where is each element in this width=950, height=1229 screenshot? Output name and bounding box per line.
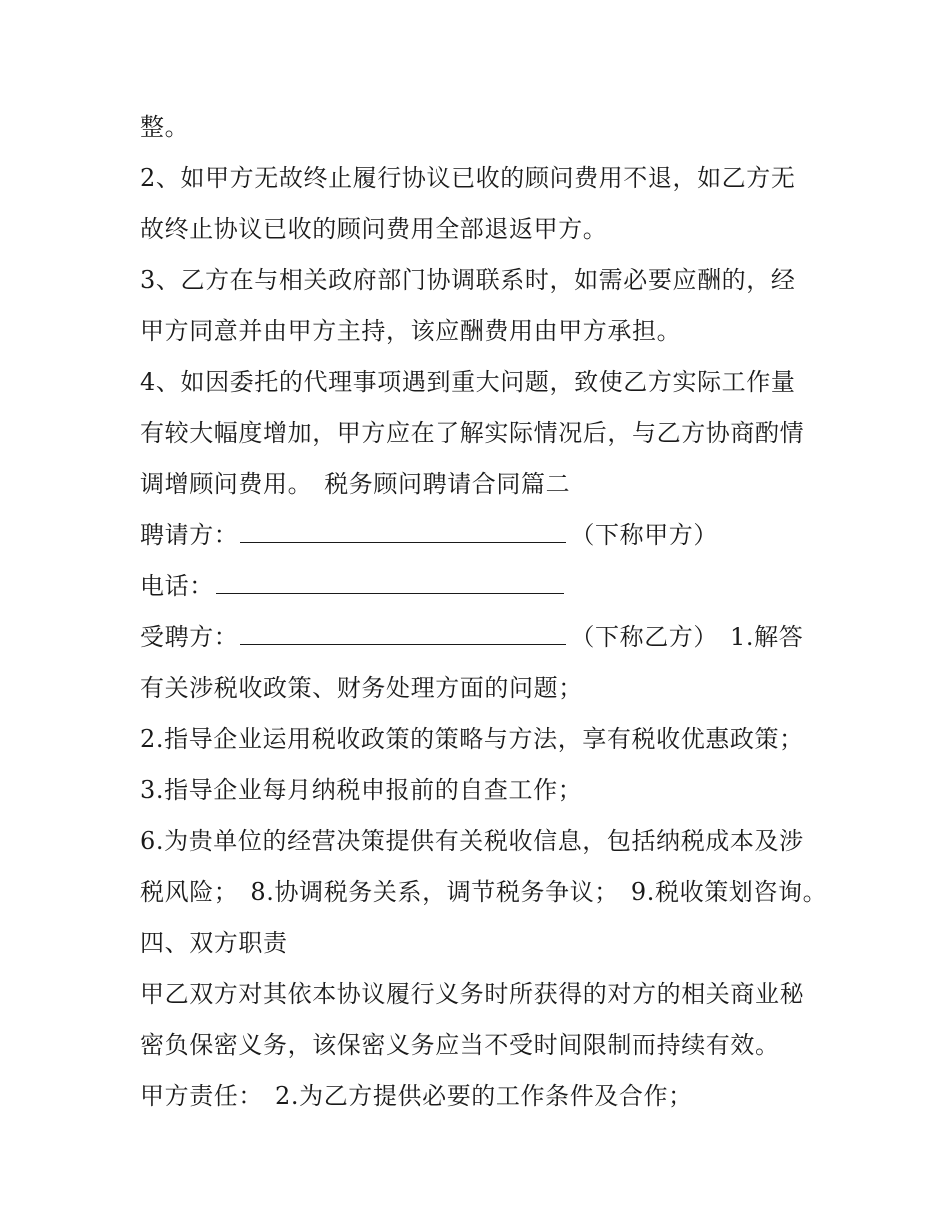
employer-label: 聘请方：	[140, 521, 239, 549]
paragraph-line: 整。	[140, 113, 190, 141]
employee-label: 受聘方：	[140, 623, 239, 651]
section-heading: 四、双方职责	[140, 929, 288, 957]
paragraph-line: 6.为贵单位的经营决策提供有关税收信息，包括纳税成本及涉	[140, 827, 804, 855]
phone-line	[140, 570, 830, 602]
paragraph-line	[140, 1080, 830, 1112]
paragraph-text: 1.解答	[730, 623, 804, 651]
employee-suffix: （下称乙方）	[570, 623, 719, 651]
paragraph-line: 甲乙双方对其依本协议履行义务时所获得的对方的相关商业秘	[140, 980, 805, 1008]
phone-blank-field	[216, 571, 564, 594]
paragraph-line: 甲方同意并由甲方主持，该应酬费用由甲方承担。	[140, 317, 682, 345]
paragraph-line: 2.指导企业运用税收政策的策略与方法，享有税收优惠政策；	[140, 725, 804, 753]
paragraph-text: 调增顾问费用。	[140, 470, 313, 498]
paragraph-line	[140, 468, 830, 500]
paragraph-line: 4、如因委托的代理事项遇到重大问题，致使乙方实际工作量	[140, 368, 796, 396]
party-a-responsibility-label: 甲方责任：	[140, 1082, 263, 1110]
paragraph-line: 密负保密义务，该保密义务应当不受时间限制而持续有效。	[140, 1031, 780, 1059]
contract-section-heading: 税务顾问聘请合同篇二	[324, 470, 571, 498]
phone-label: 电话：	[140, 572, 214, 600]
employee-line	[140, 621, 830, 653]
paragraph-line: 有关涉税收政策、财务处理方面的问题；	[140, 674, 583, 702]
paragraph-line	[140, 876, 830, 908]
employer-blank-field	[240, 520, 566, 543]
employer-suffix: （下称甲方）	[570, 521, 719, 549]
paragraph-text: 2.为乙方提供必要的工作条件及合作；	[275, 1082, 693, 1110]
paragraph-text: 税风险；	[140, 878, 239, 906]
paragraph-text: 9.税收策划咨询。	[630, 878, 828, 906]
paragraph-line: 3.指导企业每月纳税申报前的自查工作；	[140, 776, 583, 804]
paragraph-line: 3、乙方在与相关政府部门协调联系时，如需必要应酬的，经	[140, 266, 796, 294]
employer-line	[140, 519, 830, 551]
employee-blank-field	[240, 622, 566, 645]
paragraph-line: 有较大幅度增加，甲方应在了解实际情况后，与乙方协商酌情	[140, 419, 805, 447]
paragraph-line: 故终止协议已收的顾问费用全部退返甲方。	[140, 215, 608, 243]
paragraph-text: 8.协调税务关系，调节税务争议；	[250, 878, 619, 906]
paragraph-line: 2、如甲方无故终止履行协议已收的顾问费用不退，如乙方无	[140, 164, 796, 192]
